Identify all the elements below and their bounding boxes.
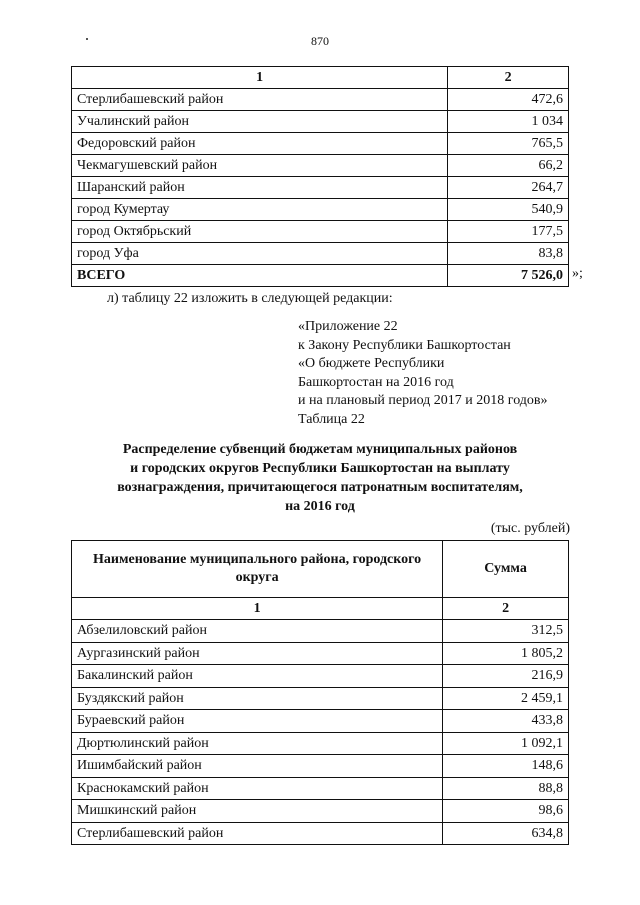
appendix-line: «Приложение 22 <box>298 319 398 334</box>
amount-value: 83,8 <box>448 243 569 265</box>
district-name: Аургазинский район <box>72 642 443 665</box>
title-line: вознаграждения, причитающегося патронатным воспитателям, <box>117 480 523 495</box>
amount-value: 98,6 <box>443 800 569 823</box>
amount-value: 88,8 <box>443 777 569 800</box>
scan-speck <box>86 38 88 40</box>
table-row <box>72 822 569 845</box>
district-name: Чекмагушевский район <box>72 155 448 177</box>
district-name: Ишимбайский район <box>72 755 443 778</box>
table-row <box>72 687 569 710</box>
units-label: (тыс. рублей) <box>490 521 570 536</box>
district-name: Буздякский район <box>72 687 443 710</box>
table-row <box>72 732 569 755</box>
amendment-paragraph: л) таблицу 22 изложить в следующей редакции: <box>107 291 393 306</box>
title-line: и городских округов Республики Башкортостан на выплату <box>130 461 510 476</box>
district-name: Федоровский район <box>72 133 448 155</box>
table-title <box>60 440 580 516</box>
district-name: город Кумертау <box>72 199 448 221</box>
district-name: Шаранский район <box>72 177 448 199</box>
amount-value: 634,8 <box>443 822 569 845</box>
amount-value: 66,2 <box>448 155 569 177</box>
district-name: Стерлибашевский район <box>72 822 443 845</box>
appendix-line: и на плановый период 2017 и 2018 годов» <box>298 393 548 408</box>
table-row <box>72 243 569 265</box>
header-sum: Сумма <box>443 541 569 598</box>
table-row <box>72 642 569 665</box>
table-row <box>72 199 569 221</box>
amount-value: 1 034 <box>448 111 569 133</box>
amount-value: 1 805,2 <box>443 642 569 665</box>
district-name: Учалинский район <box>72 111 448 133</box>
district-name: Мишкинский район <box>72 800 443 823</box>
appendix-line: Таблица 22 <box>298 411 365 427</box>
amount-value: 264,7 <box>448 177 569 199</box>
district-name: город Октябрьский <box>72 221 448 243</box>
amount-value: 765,5 <box>448 133 569 155</box>
index-row <box>72 598 569 620</box>
table-row <box>72 777 569 800</box>
table-row <box>72 177 569 199</box>
amount-value: 312,5 <box>443 620 569 643</box>
page-number: 870 <box>311 34 329 48</box>
table-row <box>72 133 569 155</box>
district-name: Абзелиловский район <box>72 620 443 643</box>
appendix-line: к Закону Республики Башкортостан <box>298 337 511 353</box>
total-value: 7 526,0 <box>448 265 569 287</box>
table-row <box>72 800 569 823</box>
subventions-table <box>71 540 569 845</box>
district-name: Дюртюлинский район <box>72 732 443 755</box>
table-row <box>72 620 569 643</box>
table-row <box>72 155 569 177</box>
column-index-2: 2 <box>448 67 569 89</box>
column-index-2: 2 <box>443 598 569 620</box>
district-name: Бакалинский район <box>72 665 443 688</box>
amount-value: 433,8 <box>443 710 569 733</box>
title-line: на 2016 год <box>285 499 355 514</box>
title-line: Распределение субвенций бюджетам муниципальных районов <box>122 442 518 457</box>
table-header-row <box>72 541 569 598</box>
column-index-1: 1 <box>72 67 448 89</box>
header-name: Наименование муниципального района, городского округа <box>72 541 443 598</box>
table-row <box>72 111 569 133</box>
column-index-1: 1 <box>72 598 443 620</box>
appendix-line: «О бюджете Республики <box>298 356 445 371</box>
amount-value: 540,9 <box>448 199 569 221</box>
district-name: город Уфа <box>72 243 448 265</box>
amount-value: 1 092,1 <box>443 732 569 755</box>
appendix-line: Башкортостан на 2016 год <box>298 374 454 390</box>
total-label: ВСЕГО <box>72 265 448 287</box>
amount-value: 148,6 <box>443 755 569 778</box>
district-name: Краснокамский район <box>72 777 443 800</box>
amount-value: 177,5 <box>448 221 569 243</box>
table-row <box>72 710 569 733</box>
table-row <box>72 755 569 778</box>
district-name: Стерлибашевский район <box>72 89 448 111</box>
district-name: Бураевский район <box>72 710 443 733</box>
table-row <box>72 89 569 111</box>
amount-value: 2 459,1 <box>443 687 569 710</box>
table-row <box>72 665 569 688</box>
table-row <box>72 221 569 243</box>
continued-table <box>71 66 569 287</box>
amount-value: 472,6 <box>448 89 569 111</box>
appendix-caption <box>298 318 548 429</box>
amount-value: 216,9 <box>443 665 569 688</box>
total-row <box>72 265 569 287</box>
table-header-row <box>72 67 569 89</box>
closing-quote: »; <box>572 266 583 281</box>
